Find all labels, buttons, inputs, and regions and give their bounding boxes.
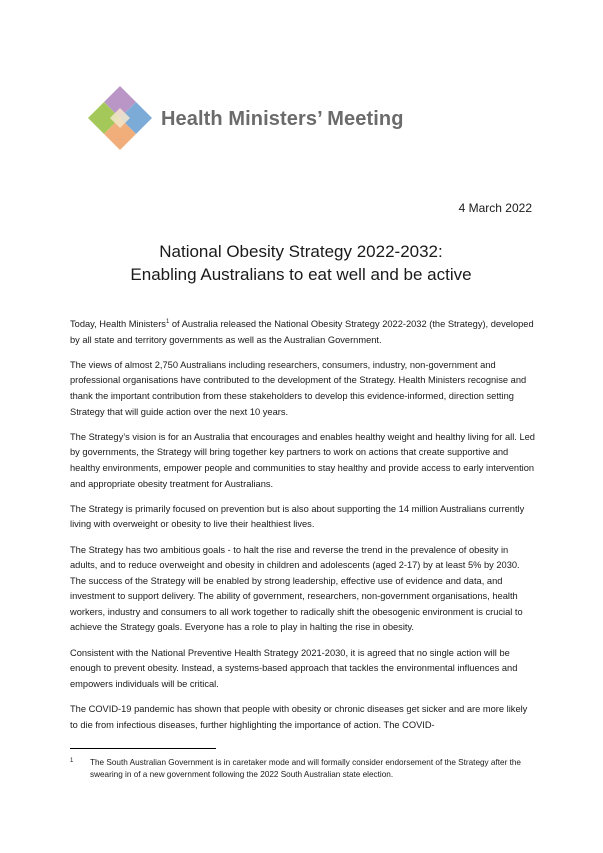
footnote-reference[interactable]: 1 (165, 319, 170, 325)
paragraph-1 (70, 317, 536, 348)
footnote (70, 757, 536, 781)
document-date: 4 March 2022 (458, 201, 532, 215)
body-text (70, 317, 536, 743)
paragraph-2: The views of almost 2,750 Australians including researchers, consumers, industry, non-government and professional organisations have contributed to the development of the Strategy. Health Ministers recognise and thank the important contribution from these stakeholders to develop this evidence-informed, direction setting Strategy that will guide action over the next 10 years. (70, 359, 527, 417)
document-title (70, 240, 532, 286)
paragraph-1-start: Today, Health Ministers (70, 319, 166, 329)
footnote-divider (70, 748, 216, 749)
diamond-quad-logo-icon (86, 84, 154, 152)
organisation-name: Health Ministers’ Meeting (161, 108, 404, 130)
paragraph-1-end: of Australia released the National Obesity Strategy 2022-2032 (the Strategy), developed by all state and territory governments as well as the Australian Government. (70, 319, 534, 345)
footnote-mark: 1 (70, 758, 74, 764)
paragraph-5: The Strategy has two ambitious goals - to halt the rise and reverse the trend in the prevalence of obesity in adults, and to reduce overweight and obesity in children and adolescents (aged 2-17) by at least 5% by 2030. The success of the Strategy will be enabled by strong leadership, effective use of evidence and data, and investment to support delivery. The ability of government, researchers, non-government organisations, health workers, industry and consumers to all work together to radically shift the obesogenic environment is crucial to achieve the Strategy goals. Everyone has a role to play in halting the rise in obesity. (70, 544, 523, 633)
title-line-2: Enabling Australians to eat well and be active (130, 265, 472, 284)
paragraph-7: The COVID-19 pandemic has shown that people with obesity or chronic diseases get sicker and are more likely to die from infectious diseases, further highlighting the importance of action. The COVID- (70, 704, 528, 730)
title-line-1: National Obesity Strategy 2022-2032: (159, 242, 443, 261)
paragraph-4: The Strategy is primarily focused on prevention but is also about supporting the 14 million Australians currently living with overweight or obesity to live their healthiest lives. (70, 503, 525, 530)
paragraph-6: Consistent with the National Preventive Health Strategy 2021-2030, it is agreed that no single action will be enough to prevent obesity. Instead, a systems-based approach that tackles the environmental influences and empowers individuals will be critical. (70, 647, 518, 689)
paragraph-3: The Strategy’s vision is for an Australia that encourages and enables healthy weight and healthy living for all. Led by governments, the Strategy will bring together key partners to work on actions that create supportive and healthy environments, empower people and communities to stay healthy and provide access to early intervention and appropriate obesity treatment for Australians. (70, 431, 535, 489)
footnote-text: The South Australian Government is in caretaker mode and will formally consider endorsement of the Strategy after the swearing in of a new government following the 2022 South Australian state election. (90, 758, 521, 780)
